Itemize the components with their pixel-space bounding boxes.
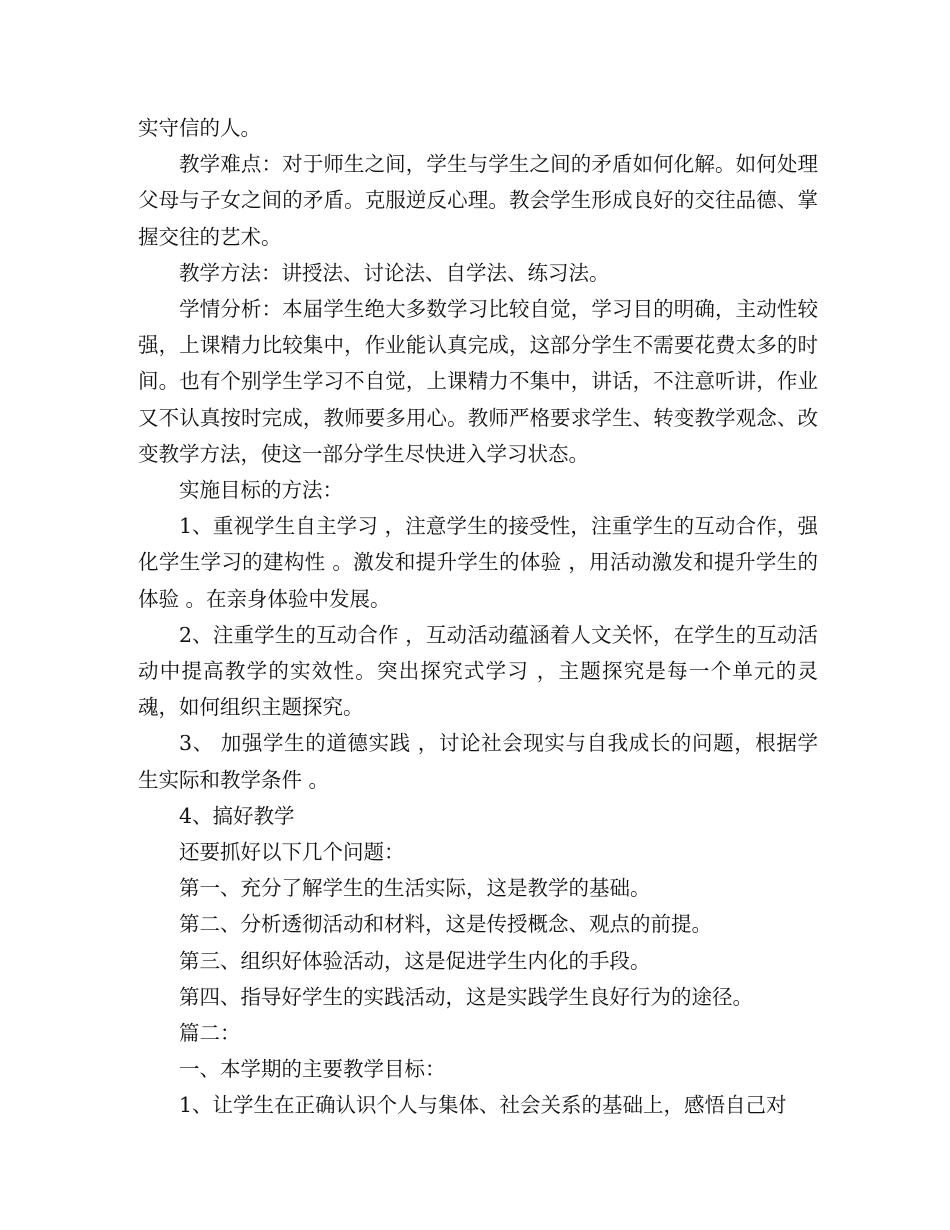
paragraph-item-2: 2、注重学生的互动合作 ，互动活动蕴涵着人文关怀，在学生的互动活动中提高教学的实效性。突出探究式学习 ，主题探究是每一个单元的灵魂，如何组织主题探究。: [138, 622, 818, 720]
paragraph-issue-second: 第二、分析透彻活动和材料，这是传授概念、观点的前提。: [179, 912, 712, 937]
paragraph-item-4: 4、搞好教学: [179, 803, 295, 828]
paragraph-implementation-heading: 实施目标的方法：: [179, 478, 343, 503]
paragraph-student-analysis: 学情分析：本届学生绝大多数学习比较自觉，学习目的明确，主动性较强，上课精力比较集中，作业能认真完成，这部分学生不需要花费太多的时间。也有个别学生学习不自觉，上课精力不集中，讲话，不注意听讲，作业又不认真按时完成，教师要多用心。教师严格要求学生、转变教学观念、改变教学方法，使这一部分学生尽快进入学习状态。: [138, 297, 818, 466]
paragraph-item-1: 1、重视学生自主学习 ，注意学生的接受性，注重学生的互动合作，强化学生学习的建构性 。激发和提升学生的体验 ，用活动激发和提升学生的体验 。在亲身体验中发展。: [138, 514, 818, 611]
document-body: [138, 110, 818, 1124]
paragraph-teaching-difficulty: 教学难点：对于师生之间，学生与学生之间的矛盾如何化解。如何处理父母与子女之间的矛盾。克服逆反心理。教会学生形成良好的交往品德、掌握交往的艺术。: [138, 152, 818, 249]
paragraph-item-3: 3、 加强学生的道德实践 ，讨论社会现实与自我成长的问题，根据学生实际和教学条件 。: [138, 731, 818, 792]
section-heading-main-goals: 一、本学期的主要教学目标：: [179, 1057, 446, 1082]
paragraph-goal-1: 1、让学生在正确认识个人与集体、社会关系的基础上，感悟自己对: [179, 1093, 787, 1118]
section-heading-part-two: 篇二：: [179, 1021, 241, 1046]
paragraph-issue-first: 第一、充分了解学生的生活实际，这是教学的基础。: [179, 876, 651, 901]
paragraph-teaching-method: 教学方法：讲授法、讨论法、自学法、练习法。: [179, 260, 610, 285]
paragraph-issue-third: 第三、组织好体验活动，这是促进学生内化的手段。: [179, 948, 651, 973]
paragraph-continuation: 实守信的人。: [138, 116, 261, 140]
paragraph-issue-fourth: 第四、指导好学生的实践活动，这是实践学生良好行为的途径。: [179, 984, 753, 1009]
paragraph-issues-intro: 还要抓好以下几个问题：: [179, 840, 405, 865]
